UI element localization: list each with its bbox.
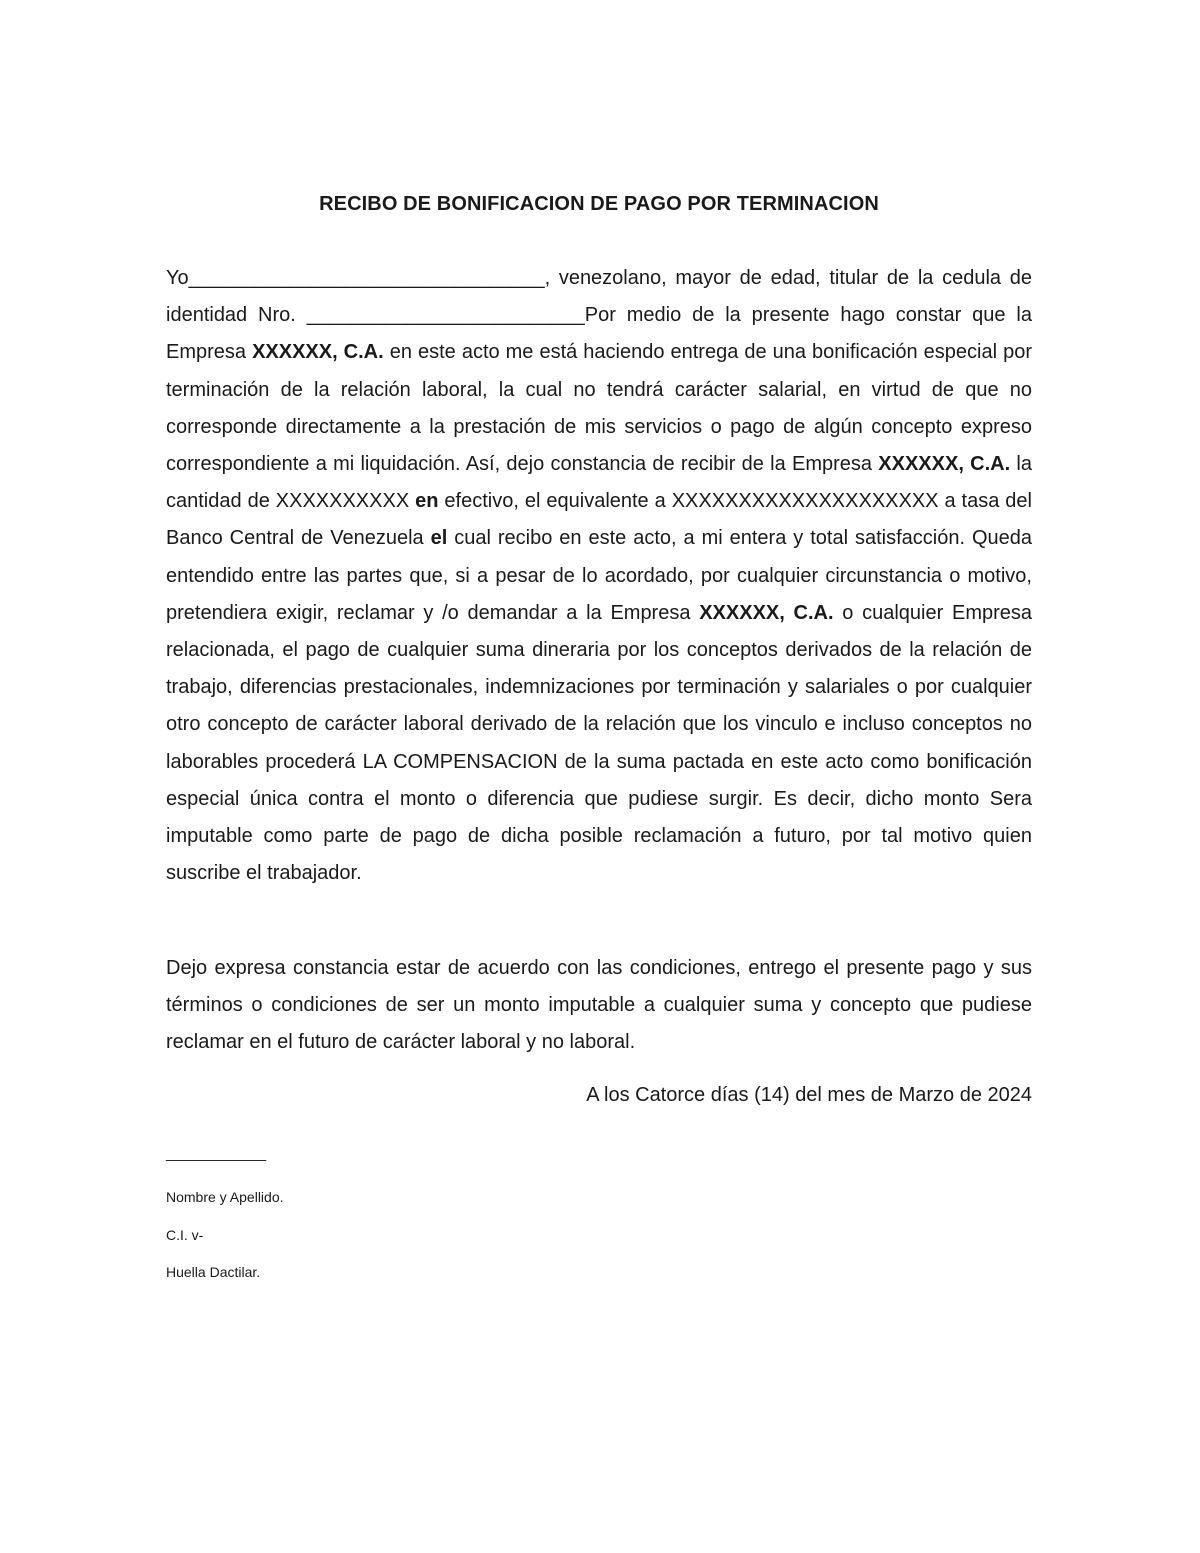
company-name: XXXXXX, C.A. xyxy=(252,341,384,364)
paragraph-text-5: cual recibo en este acto, a mi entera y total satisfacción. Queda entendido entre las partes que, si a pesar de lo acordado, por cualquier circunstancia o motivo, pretendiera exigir, reclamar y /o demandar a la Empresa xyxy=(166,527,1032,624)
date-line: A los Catorce días (14) del mes de Marzo de 2024 xyxy=(586,1084,1032,1106)
paragraph-text-4: efectivo, el equivalente a XXXXXXXXXXXXXXXXXXXX a tasa del Banco Central de Venezuela xyxy=(166,490,1032,550)
bold-word-el: el xyxy=(430,527,448,550)
signature-line: ____________ xyxy=(166,1145,267,1162)
document-title: RECIBO DE BONIFICACION DE PAGO POR TERMINACION xyxy=(319,193,879,215)
company-name: XXXXXX, C.A. xyxy=(878,453,1011,476)
agreement-paragraph: Dejo expresa constancia estar de acuerdo con las condiciones, entrego el presente pago y sus términos o condiciones de ser un monto imputable a cualquier suma y concepto que pudiese reclamar en el futuro de carácter laboral y no laboral. xyxy=(166,957,1032,1053)
company-name: XXXXXX, C.A. xyxy=(699,601,834,624)
paragraph-text-2: en este acto me está haciendo entrega de una bonificación especial por terminación de la relación laboral, la cual no tendrá carácter salarial, en virtud de que no corresponde directamente a la prestación de mis servicios o pago de algún concepto expreso correspondiente a mi liquidación. Así, dejo constancia de recibir de la Empresa xyxy=(166,341,1032,476)
fingerprint-label: Huella Dactilar. xyxy=(166,1264,261,1280)
paragraph-text-6: o cualquier Empresa relacionada, el pago de cualquier suma dineraria por los conceptos derivados de la relación de trabajo, diferencias prestacionales, indemnizaciones por terminación y salariales o por cualquier otro concepto de carácter laboral derivado de la relación que los vinculo e incluso conceptos no laborables procederá LA COMPENSACION de la suma pactada en este acto como bonificación especial única contra el monto o diferencia que pudiese surgir. Es decir, dicho monto Sera imputable como parte de pago de dicha posible reclamación a futuro, por tal motivo quien suscribe el trabajador. xyxy=(166,601,1033,885)
bold-word-en: en xyxy=(415,490,439,513)
paragraph-text-1: Yo________________________________, venezolano, mayor de edad, titular de la cedula de identidad Nro. _________________________Por medio de la presente hago constar que la Empresa xyxy=(166,267,1032,364)
signature-name-label: Nombre y Apellido. xyxy=(166,1189,284,1205)
paragraph-text-3: la cantidad de XXXXXXXXXX xyxy=(166,453,1032,513)
main-paragraph xyxy=(166,260,1032,892)
signature-ci-label: C.I. v- xyxy=(166,1227,204,1243)
